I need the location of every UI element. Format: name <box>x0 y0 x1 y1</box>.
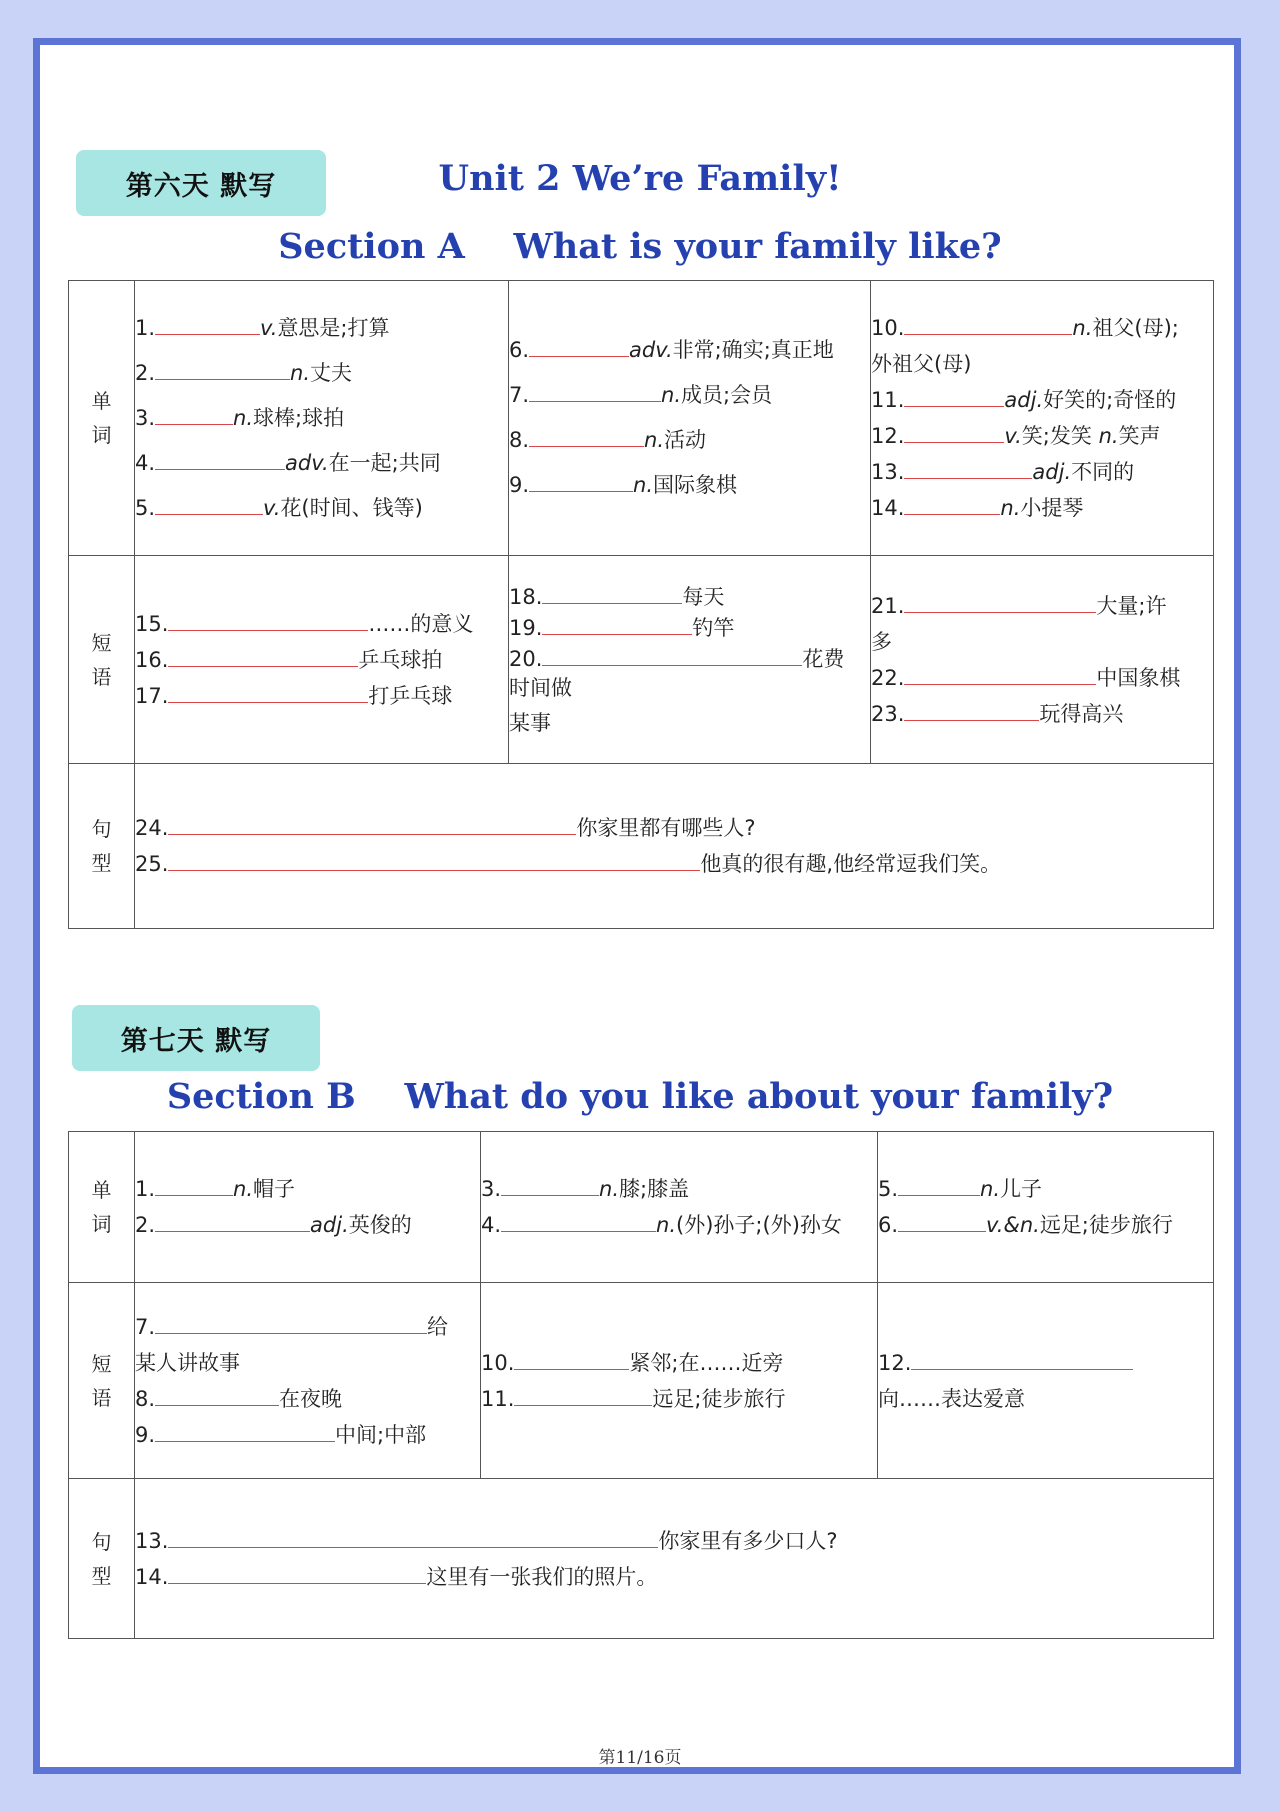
words-col-3: 10. n.祖父(母); 外祖父(母) 11. adj.好笑的;奇怪的 12. v.笑;发笑 n.笑声 13. adj.不同的 14. n.小提琴 <box>871 281 1214 556</box>
phrases-col-1: 7. 给 某人讲故事 8. 在夜晚 9. 中间;中部 <box>135 1283 481 1479</box>
phrase-item: 9. 中间;中部 <box>135 1417 480 1453</box>
word-item: 14. n.小提琴 <box>871 490 1213 526</box>
phrase-item: 21. 大量;许 <box>871 588 1213 624</box>
word-item: 2. adj.英俊的 <box>135 1207 480 1243</box>
sentence-item: 13. 你家里有多少口人? <box>135 1523 1213 1559</box>
sentences-cell <box>135 1479 1214 1639</box>
phrase-item: 22. 中国象棋 <box>871 660 1213 696</box>
phrase-item: 17. 打乒乓球 <box>135 678 508 714</box>
words-col-2 <box>509 281 871 556</box>
word-item: 5. n.儿子 <box>878 1171 1213 1207</box>
phrases-col-2 <box>481 1283 878 1479</box>
category-phrases: 短 语 <box>69 1283 135 1479</box>
category-phrases: 短 语 <box>69 556 135 764</box>
phrases-col-1 <box>135 556 509 764</box>
word-item: 4. adv.在一起;共同 <box>135 441 508 486</box>
unit-title: Unit 2 We’re Family! <box>438 158 842 199</box>
words-col-1 <box>135 1132 481 1283</box>
word-item: 10. n.祖父(母); <box>871 310 1213 346</box>
word-item: 4. n.(外)孙子;(外)孙女 <box>481 1207 877 1243</box>
category-words: 单 词 <box>69 1132 135 1283</box>
section-a-title: Section A What is your family like? <box>278 226 1002 267</box>
words-col-3 <box>878 1132 1214 1283</box>
sentence-item: 24. 你家里都有哪些人? <box>135 810 1213 846</box>
phrases-col-3: 21. 大量;许 多 22. 中国象棋 23. 玩得高兴 <box>871 556 1214 764</box>
phrase-item: 19. 钓竿 <box>509 612 870 643</box>
sentence-item: 25. 他真的很有趣,他经常逗我们笑。 <box>135 846 1213 882</box>
word-item: 13. adj.不同的 <box>871 454 1213 490</box>
phrase-item: 8. 在夜晚 <box>135 1381 480 1417</box>
word-item: 9. n.国际象棋 <box>509 463 870 508</box>
word-item: 1. n.帽子 <box>135 1171 480 1207</box>
section-b-title: Section B What do you like about your family? <box>166 1076 1114 1117</box>
words-col-1 <box>135 281 509 556</box>
category-sentences: 句 型 <box>69 764 135 929</box>
phrases-col-2: 18. 每天 19. 钓竿 20. 花费 时间做 某事 <box>509 556 871 764</box>
sentence-item: 14. 这里有一张我们的照片。 <box>135 1559 1213 1595</box>
word-item: 2. n.丈夫 <box>135 351 508 396</box>
words-col-2 <box>481 1132 878 1283</box>
phrase-item: 11. 远足;徒步旅行 <box>481 1381 877 1417</box>
phrase-item: 12. <box>878 1345 1213 1381</box>
word-item: 11. adj.好笑的;奇怪的 <box>871 382 1213 418</box>
word-item: 8. n.活动 <box>509 418 870 463</box>
word-item: 7. n.成员;会员 <box>509 373 870 418</box>
category-words: 单 词 <box>69 281 135 556</box>
phrase-item: 15. ……的意义 <box>135 606 508 642</box>
day7-worksheet-table <box>68 1131 1214 1639</box>
phrases-col-3: 12. 向……表达爱意 <box>878 1283 1214 1479</box>
day6-tag: 第六天 默写 <box>76 150 326 216</box>
page-number: 第11/16页 <box>598 1748 682 1768</box>
day7-tag: 第七天 默写 <box>72 1005 320 1071</box>
word-item: 5. v.花(时间、钱等) <box>135 486 508 531</box>
category-sentences: 句 型 <box>69 1479 135 1639</box>
word-item: 3. n.膝;膝盖 <box>481 1171 877 1207</box>
day6-worksheet-table <box>68 280 1214 929</box>
phrase-item: 16. 乒乓球拍 <box>135 642 508 678</box>
phrase-item: 23. 玩得高兴 <box>871 696 1213 732</box>
phrase-item: 7. 给 <box>135 1309 480 1345</box>
word-item: 12. v.笑;发笑 n.笑声 <box>871 418 1213 454</box>
sentences-cell <box>135 764 1214 929</box>
phrase-item: 10. 紧邻;在……近旁 <box>481 1345 877 1381</box>
word-item: 1. v.意思是;打算 <box>135 306 508 351</box>
word-item: 6. v.&n.远足;徒步旅行 <box>878 1207 1213 1243</box>
word-item: 3. n.球棒;球拍 <box>135 396 508 441</box>
word-item: 6. adv.非常;确实;真正地 <box>509 328 870 373</box>
phrase-item: 18. 每天 <box>509 581 870 612</box>
phrase-item: 20. 花费 <box>509 643 870 674</box>
